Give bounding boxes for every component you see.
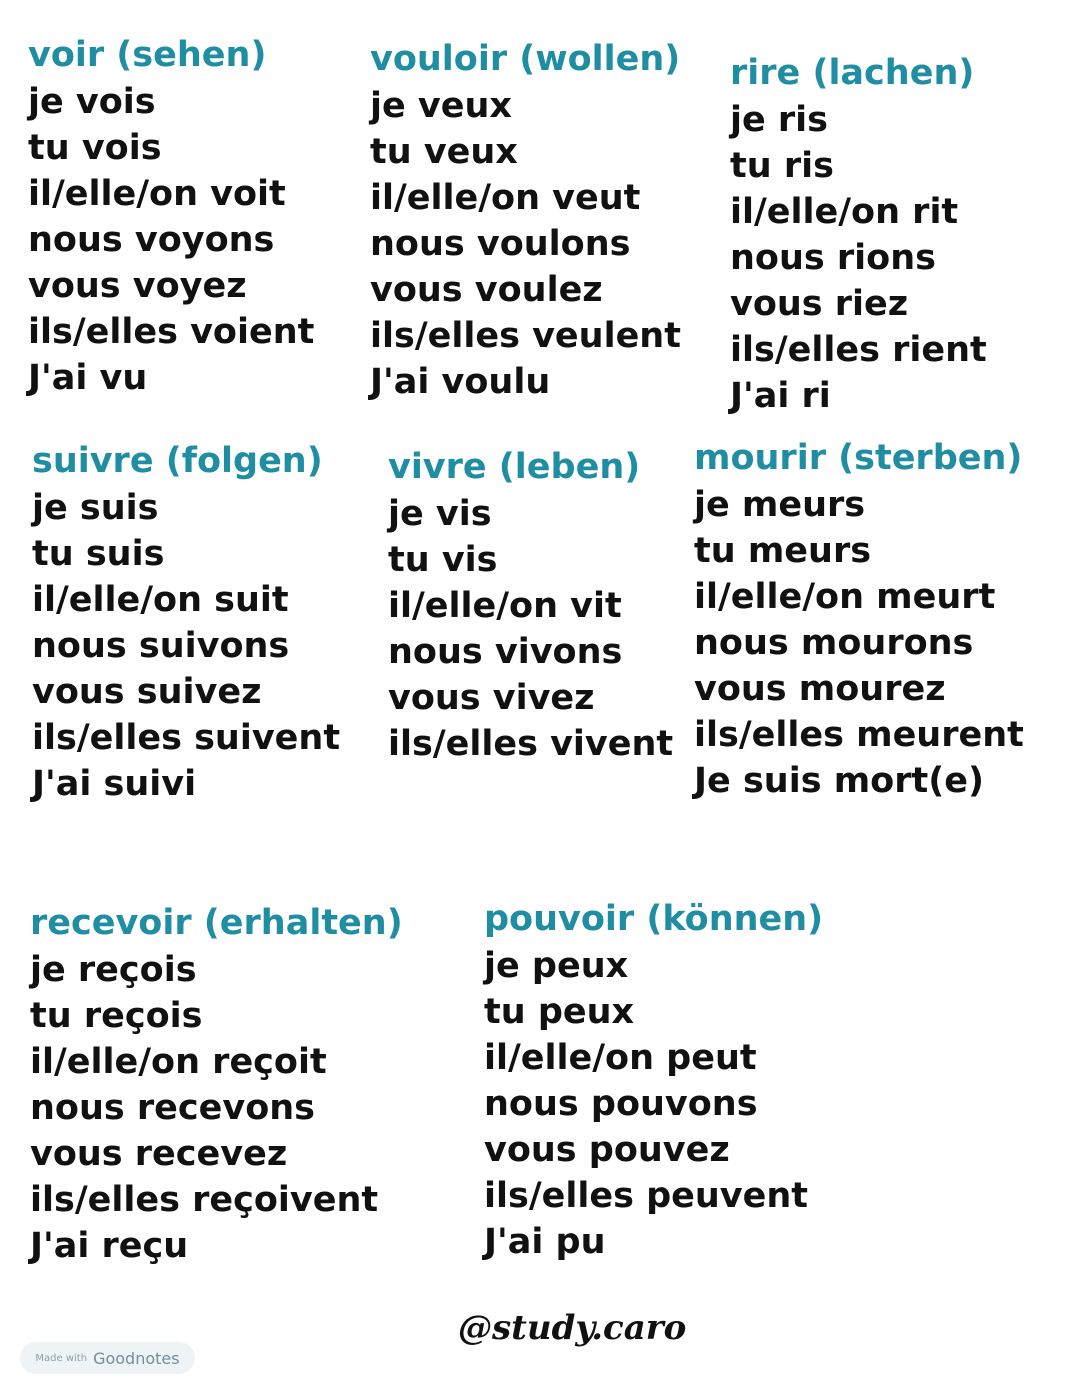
conjugation-form: tu vis <box>388 540 498 580</box>
badge-brand: Goodnotes <box>93 1348 180 1368</box>
conjugation-form: je suis <box>32 488 159 528</box>
conjugation-form: il/elle/on rit <box>730 192 959 232</box>
conjugation-form: tu suis <box>32 534 165 574</box>
conjugation-form: je vois <box>28 82 156 122</box>
conjugation-list <box>484 943 823 1265</box>
conjugation-form: nous pouvons <box>484 1084 758 1124</box>
conjugation-form: tu peux <box>484 992 635 1032</box>
conjugation-form: J'ai voulu <box>370 362 551 402</box>
conjugation-form: nous voyons <box>28 220 275 260</box>
conjugation-form: il/elle/on voit <box>28 174 286 214</box>
verb-title: mourir (sterben) <box>694 438 1023 478</box>
author-signature: @study.caro <box>458 1308 687 1348</box>
conjugation-list <box>30 947 403 1269</box>
conjugation-form: il/elle/on vit <box>388 586 622 626</box>
verb-block-voir <box>28 33 314 401</box>
conjugation-list <box>32 485 340 807</box>
conjugation-form: ils/elles meurent <box>694 715 1024 755</box>
verb-block-mourir <box>694 436 1024 804</box>
verb-title: rire (lachen) <box>730 53 975 93</box>
conjugation-list <box>388 491 673 767</box>
conjugation-form: ils/elles reçoivent <box>30 1180 379 1220</box>
verb-block-vivre <box>388 445 673 767</box>
conjugation-form: vous mourez <box>694 669 946 709</box>
conjugation-form: il/elle/on suit <box>32 580 289 620</box>
verb-block-rire <box>730 51 987 419</box>
verb-title: vivre (leben) <box>388 447 641 487</box>
conjugation-form: vous vivez <box>388 678 595 718</box>
verb-title: vouloir (wollen) <box>370 39 681 79</box>
verb-title: pouvoir (können) <box>484 899 824 939</box>
verb-block-pouvoir <box>484 897 823 1265</box>
verb-block-vouloir <box>370 37 681 405</box>
goodnotes-badge[interactable] <box>20 1342 195 1374</box>
conjugation-list <box>370 83 681 405</box>
conjugation-form: ils/elles veulent <box>370 316 681 356</box>
conjugation-form: il/elle/on peut <box>484 1038 757 1078</box>
conjugation-form: J'ai reçu <box>30 1226 189 1266</box>
conjugation-form: tu veux <box>370 132 518 172</box>
conjugation-form: vous pouvez <box>484 1130 730 1170</box>
conjugation-list <box>730 97 987 419</box>
verb-title: recevoir (erhalten) <box>30 903 403 943</box>
conjugation-form: ils/elles voient <box>28 312 315 352</box>
conjugation-form: nous recevons <box>30 1088 315 1128</box>
conjugation-form: vous voulez <box>370 270 603 310</box>
verb-title: voir (sehen) <box>28 35 267 75</box>
conjugation-form: il/elle/on veut <box>370 178 641 218</box>
conjugation-form: je peux <box>484 946 629 986</box>
conjugation-form: nous rions <box>730 238 936 278</box>
conjugation-form: vous riez <box>730 284 909 324</box>
badge-made-with: Made with <box>35 1352 88 1364</box>
conjugation-form: tu ris <box>730 146 834 186</box>
conjugation-form: tu vois <box>28 128 162 168</box>
conjugation-list <box>694 482 1024 804</box>
verb-title: suivre (folgen) <box>32 441 323 481</box>
conjugation-list <box>28 79 314 401</box>
verb-block-suivre <box>32 439 340 807</box>
conjugation-form: tu meurs <box>694 531 872 571</box>
conjugation-form: J'ai ri <box>730 376 831 416</box>
conjugation-form: je vis <box>388 494 492 534</box>
conjugation-form: il/elle/on meurt <box>694 577 996 617</box>
conjugation-form: ils/elles vivent <box>388 724 674 764</box>
conjugation-form: je reçois <box>30 950 197 990</box>
conjugation-form: nous vivons <box>388 632 623 672</box>
conjugation-form: vous recevez <box>30 1134 288 1174</box>
conjugation-form: ils/elles rient <box>730 330 987 370</box>
conjugation-form: nous voulons <box>370 224 631 264</box>
conjugation-form: Je suis mort(e) <box>694 761 984 801</box>
conjugation-form: nous suivons <box>32 626 290 666</box>
conjugation-form: il/elle/on reçoit <box>30 1042 327 1082</box>
conjugation-form: ils/elles suivent <box>32 718 341 758</box>
conjugation-form: nous mourons <box>694 623 974 663</box>
conjugation-form: je veux <box>370 86 512 126</box>
conjugation-form: vous suivez <box>32 672 262 712</box>
conjugation-form: je ris <box>730 100 829 140</box>
conjugation-form: tu reçois <box>30 996 203 1036</box>
verb-block-recevoir <box>30 901 403 1269</box>
conjugation-form: vous voyez <box>28 266 247 306</box>
conjugation-form: ils/elles peuvent <box>484 1176 809 1216</box>
conjugation-form: J'ai pu <box>484 1222 606 1262</box>
conjugation-form: J'ai vu <box>28 358 148 398</box>
conjugation-form: J'ai suivi <box>32 764 197 804</box>
conjugation-form: je meurs <box>694 485 866 525</box>
